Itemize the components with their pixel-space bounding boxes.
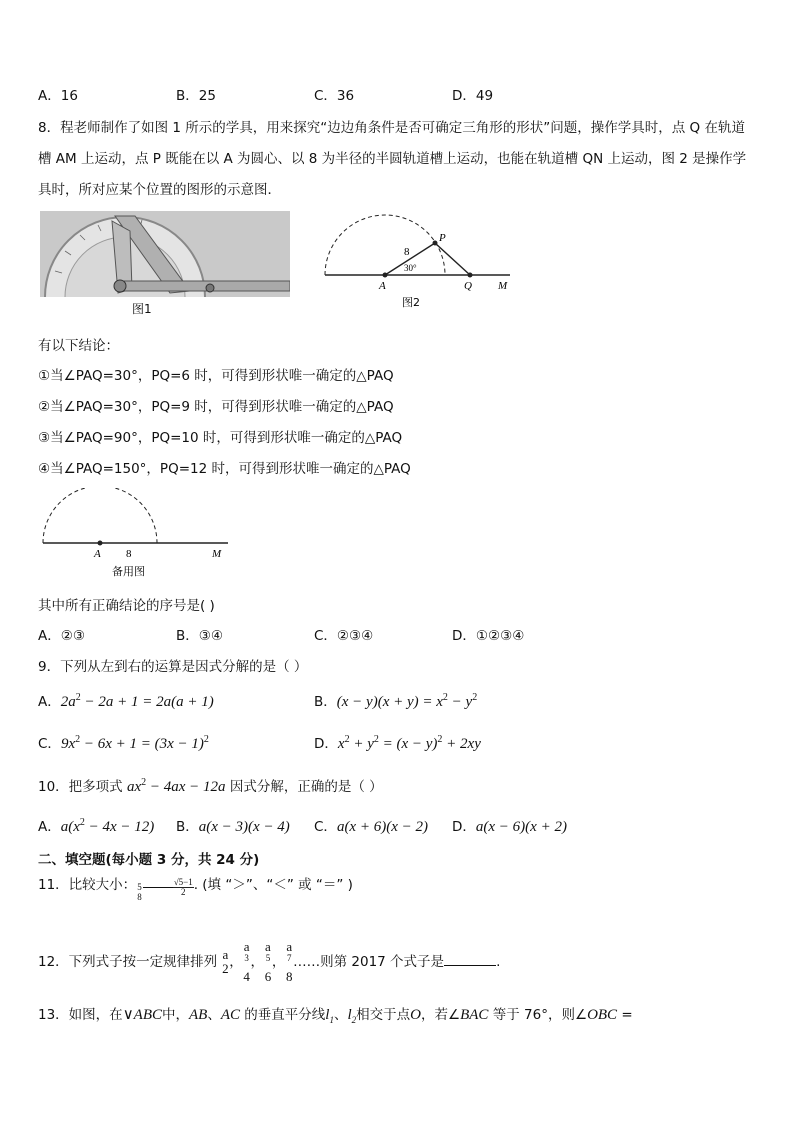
spare-label-len: 8: [126, 548, 132, 560]
q12-term-2-den: 4: [243, 968, 250, 984]
conclusion-3: ③当∠PAQ=90°，PQ=10 时，可得到形状唯一确定的△PAQ: [38, 430, 403, 446]
spare-label-m: M: [212, 548, 222, 560]
section2-heading: 二、填空题(每小题 3 分，共 24 分): [38, 852, 260, 868]
spare-caption: 备用图: [112, 565, 145, 578]
q13-obc: OBC: [587, 1007, 618, 1023]
q13-ab: AB: [189, 1007, 208, 1023]
q10-option-d-label: D．: [452, 819, 476, 835]
q10-option-b-label: B．: [176, 819, 199, 835]
q8-option-c: C．②③④: [314, 628, 374, 644]
q10-option-a-expr: $a(x^2 - 4x - 12)$: [60, 817, 155, 835]
q7-option-b: B．25: [176, 88, 216, 104]
q12-term-4: [285, 940, 293, 984]
q10-option-a-label: A．: [38, 819, 61, 835]
figure2-segment-pq: [435, 243, 470, 275]
q8-stem-line2: 槽 AM 上运动，点 P 既能在以 A 为圆心、以 8 为半径的半圆轨道槽上运动，也能在轨道槽 QN 上运动，图 2 是操作学: [38, 151, 747, 167]
q12-term-1-base: a: [222, 946, 229, 962]
q10-stem: [38, 775, 383, 796]
q9-option-a: [38, 690, 214, 711]
figure2-diagram: [320, 205, 520, 315]
q13-triangle: ∨ABC: [122, 1007, 162, 1023]
conclusion-2: ②当∠PAQ=30°，PQ=9 时，可得到形状唯一确定的△PAQ: [38, 399, 394, 415]
q12-term-4-base: a: [286, 939, 293, 954]
figure2-semicircle: [325, 215, 445, 275]
q12-term-3: [264, 940, 272, 984]
figure1-photo: [40, 211, 290, 297]
q12-suffix: ……则第 2017 个式子是: [293, 954, 445, 971]
q12-term-1: [221, 948, 229, 977]
q12-term-2-exp: 3: [244, 953, 249, 964]
q8-option-d: D．①②③④: [452, 628, 525, 644]
conclusion-4: ④当∠PAQ=150°，PQ=12 时，可得到形状唯一确定的△PAQ: [38, 461, 411, 477]
q12-term-2-num: [243, 940, 251, 970]
q11-blank: [143, 887, 173, 888]
q12-term-3-num: [264, 940, 272, 970]
q9-option-a-expr: $2a^2 - 2a + 1 = 2a(a + 1)$: [60, 692, 214, 710]
q12-term-1-num: [221, 948, 229, 962]
q13-part3: 、: [207, 1007, 221, 1023]
figure2-caption: 图2: [402, 296, 420, 309]
q12-term-4-exp: 7: [286, 953, 292, 964]
q8-stem-line1: 8．程老师制作了如图 1 所示的学具，用来探究“边边角条件是否可确定三角形的形状”问题，操作学具时，点 Q 在轨道: [38, 120, 745, 136]
q9-option-d-expr: $x^2 + y^2 = (x - y)^2 + 2xy$: [337, 734, 481, 752]
q13-part7: ，若∠: [420, 1007, 461, 1023]
q9-option-c-expr: $9x^2 - 6x + 1 = (3x - 1)^2$: [60, 734, 209, 752]
q13-part2: 中，: [162, 1007, 189, 1023]
figure2-point-q: [468, 273, 473, 278]
figure2-label-a: A: [379, 280, 386, 292]
q10-option-c-expr: a(x + 6)(x − 2): [336, 819, 428, 835]
q12: 12．下列式子按一定规律排列 a 2 ， a $^3$ 4 ， a $^5$ 6 ， a $^7$ 8 ……则第 2017 个式子是 .: [38, 939, 501, 984]
q11-left-den: 8: [137, 891, 142, 902]
q8-stem-line3: 具时，所对应某个位置的图形的示意图．: [38, 182, 281, 198]
spare-diagram: [38, 488, 238, 583]
figure2-label-angle: 30°: [404, 263, 417, 273]
q13-part6: 相交于点: [356, 1007, 411, 1023]
q11-right-den: 2: [180, 887, 186, 898]
q12-term-1-den: 2: [222, 961, 229, 977]
q13: [38, 1003, 633, 1025]
q9-option-b-expr: $(x - y)(x + y) = x^2 - y^2$: [336, 692, 478, 710]
q10-option-b: [176, 815, 290, 836]
figure2-label-m: M: [498, 280, 508, 292]
q10-stem-after: 因式分解，正确的是（ ）: [225, 779, 383, 795]
q13-ac: AC: [220, 1007, 240, 1023]
q11: [38, 873, 353, 903]
q8-option-b: B．③④: [176, 628, 223, 644]
figure2-label-len: 8: [404, 246, 410, 258]
q9-option-b-label: B．: [314, 694, 337, 710]
q13-part1: 13．如图，在: [38, 1007, 123, 1023]
q10-polynomial: $ax^2 - 4ax - 12a$: [126, 777, 226, 795]
q10-option-d: [452, 815, 567, 836]
q11-left-num: 5: [137, 882, 142, 892]
figure2-label-q: Q: [464, 280, 472, 292]
q11-right-fraction: [173, 878, 194, 899]
q10-option-b-expr: a(x − 3)(x − 4): [198, 819, 290, 835]
q9-option-d-label: D．: [314, 736, 338, 752]
q9-option-c: [38, 732, 209, 753]
q13-part8: 等于 76°，则∠: [488, 1007, 588, 1023]
q13-l1: $l_1$: [325, 1007, 334, 1025]
conclusion-intro: 有以下结论：: [38, 338, 119, 354]
q12-term-3-base: a: [265, 939, 271, 954]
q9-stem: 9．下列从左到右的运算是因式分解的是（ ）: [38, 659, 308, 675]
conclusion-1: ①当∠PAQ=30°，PQ=6 时，可得到形状唯一确定的△PAQ: [38, 368, 394, 384]
q12-end: .: [496, 954, 501, 971]
q11-left-fraction: [136, 883, 143, 903]
q10-option-a: [38, 815, 154, 836]
q12-term-2-base: a: [243, 939, 250, 954]
q13-part4: 的垂直平分线: [240, 1007, 326, 1023]
q10-option-c: [314, 815, 428, 836]
figure2-point-p: [433, 241, 438, 246]
q10-stem-before: 10．把多项式: [38, 779, 127, 795]
q9-option-a-label: A．: [38, 694, 61, 710]
q11-prefix: 11．比较大小：: [38, 877, 137, 893]
q7-option-d: D．49: [452, 88, 494, 104]
q13-bac: BAC: [460, 1007, 489, 1023]
q12-prefix: 12．下列式子按一定规律排列: [38, 954, 218, 971]
q10-option-c-label: C．: [314, 819, 337, 835]
q9-option-b: [314, 690, 477, 711]
figure1-caption: 图1: [132, 302, 152, 316]
spare-semicircle: [43, 488, 157, 543]
q12-term-2: [243, 940, 251, 984]
q9-option-d: [314, 732, 481, 753]
q10-option-d-expr: a(x − 6)(x + 2): [475, 819, 567, 835]
q12-term-4-den: 8: [285, 968, 293, 984]
figure2-label-p: P: [439, 232, 446, 244]
q7-option-a: A．16: [38, 88, 78, 104]
q8-option-a: A．②③: [38, 628, 85, 644]
q11-suffix: . (填 “＞”、“＜” 或 “＝” ): [193, 877, 353, 893]
spare-label-a: A: [94, 548, 101, 560]
q13-l2: $l_2$: [347, 1007, 357, 1025]
q7-option-c: C．36: [314, 88, 355, 104]
q13-o: O: [410, 1007, 421, 1023]
q9-option-c-label: C．: [38, 736, 61, 752]
figure2-point-a: [383, 273, 388, 278]
q13-part9: =: [617, 1007, 633, 1023]
q12-term-4-num: [285, 940, 293, 970]
q13-part5: 、: [333, 1007, 348, 1023]
q12-term-3-exp: 5: [265, 953, 271, 964]
q12-answer-blank: [444, 953, 496, 966]
q8-question: 其中所有正确结论的序号是( ): [38, 598, 215, 614]
q11-right-num: √5−1: [173, 876, 193, 887]
q12-term-3-den: 6: [264, 968, 272, 984]
spare-point-a: [98, 541, 103, 546]
